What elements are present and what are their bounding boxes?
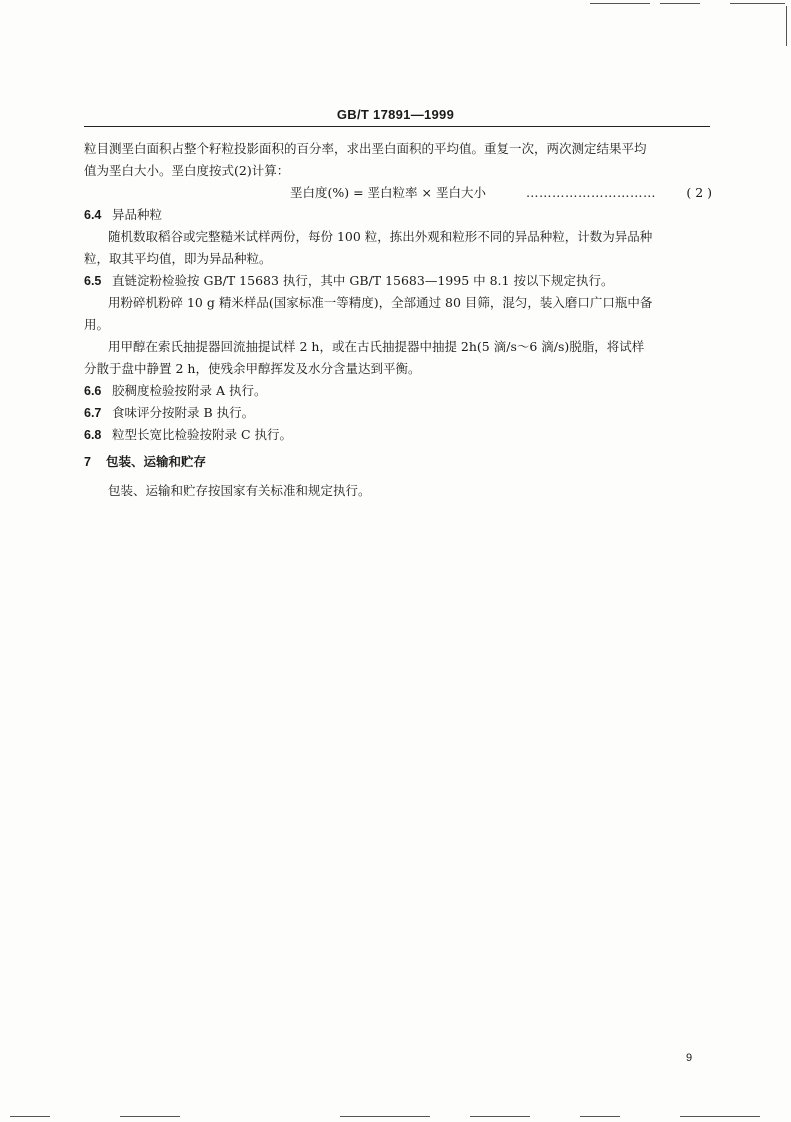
scan-artifact-top	[590, 3, 650, 4]
section-6-6-heading	[84, 382, 710, 400]
section-number: 6.5	[84, 274, 102, 288]
paragraph-line: 包装、运输和贮存按国家有关标准和规定执行。	[108, 483, 371, 498]
section-6-8-heading	[84, 426, 710, 444]
section-title: 异品种粒	[112, 207, 163, 222]
formula-expression: 垩白度(%) = 垩白粒率 × 垩白大小	[290, 185, 486, 200]
paragraph-line: 粒目测垩白面积占整个籽粒投影面积的百分率，求出垩白面积的平均值。重复一次，两次测定结果平均	[84, 141, 647, 156]
section-number: 6.6	[84, 384, 102, 398]
paragraph-line: 用粉碎机粉碎 10 g 精米样品(国家标准一等精度)，全部通过 80 目筛，混匀，装入磨口广口瓶中备	[108, 295, 653, 310]
section-text: 直链淀粉检验按 GB/T 15683 执行，其中 GB/T 15683—1995 中 8.1 按以下规定执行。	[112, 273, 614, 288]
section-text: 食味评分按附录 B 执行。	[112, 405, 255, 420]
paragraph-line: 粒，取其平均值，即为异品种粒。	[84, 251, 272, 266]
formula-leader-dots: …………………………	[526, 185, 656, 200]
paragraph-line: 随机数取稻谷或完整糙米试样两份，每份 100 粒，拣出外观和粒形不同的异品种粒，计数为异品种	[108, 229, 653, 244]
scan-artifact-bottom	[340, 1116, 430, 1117]
section-number: 6.7	[84, 406, 102, 420]
section-number: 6.4	[84, 208, 102, 222]
standard-number-header: GB/T 17891—1999	[336, 107, 455, 122]
section-text: 胶稠度检验按附录 A 执行。	[112, 383, 267, 398]
section-7-heading	[84, 453, 710, 471]
scan-artifact-top	[660, 3, 700, 4]
paragraph-line: 值为垩白大小。垩白度按式(2)计算：	[84, 163, 290, 178]
scan-artifact-top	[730, 3, 785, 4]
page-number: 9	[686, 1052, 693, 1064]
section-number: 6.8	[84, 428, 102, 442]
paragraph-line: 用。	[84, 317, 110, 332]
section-number: 7	[84, 455, 91, 469]
section-6-5-heading	[84, 272, 710, 290]
scan-artifact-bottom	[470, 1116, 530, 1117]
scan-artifact-bottom	[580, 1116, 620, 1117]
scan-artifact-right	[786, 6, 787, 46]
section-title: 包装、运输和贮存	[106, 454, 207, 469]
paragraph-line: 用甲醇在索氏抽提器回流抽提试样 2 h，或在古氏抽提器中抽提 2h(5 滴/s～6 滴/s)脱脂，将试样	[108, 339, 645, 354]
section-text: 粒型长宽比检验按附录 C 执行。	[112, 427, 293, 442]
scan-artifact-bottom	[680, 1116, 760, 1117]
section-6-7-heading	[84, 404, 710, 422]
formula-number: ( 2 )	[686, 185, 712, 200]
paragraph-line: 分散于盘中静置 2 h，使残余甲醇挥发及水分含量达到平衡。	[84, 361, 421, 376]
scan-artifact-bottom	[120, 1116, 180, 1117]
section-6-4-heading	[84, 206, 710, 224]
scan-artifact-bottom	[10, 1116, 50, 1117]
header-rule	[84, 126, 710, 127]
